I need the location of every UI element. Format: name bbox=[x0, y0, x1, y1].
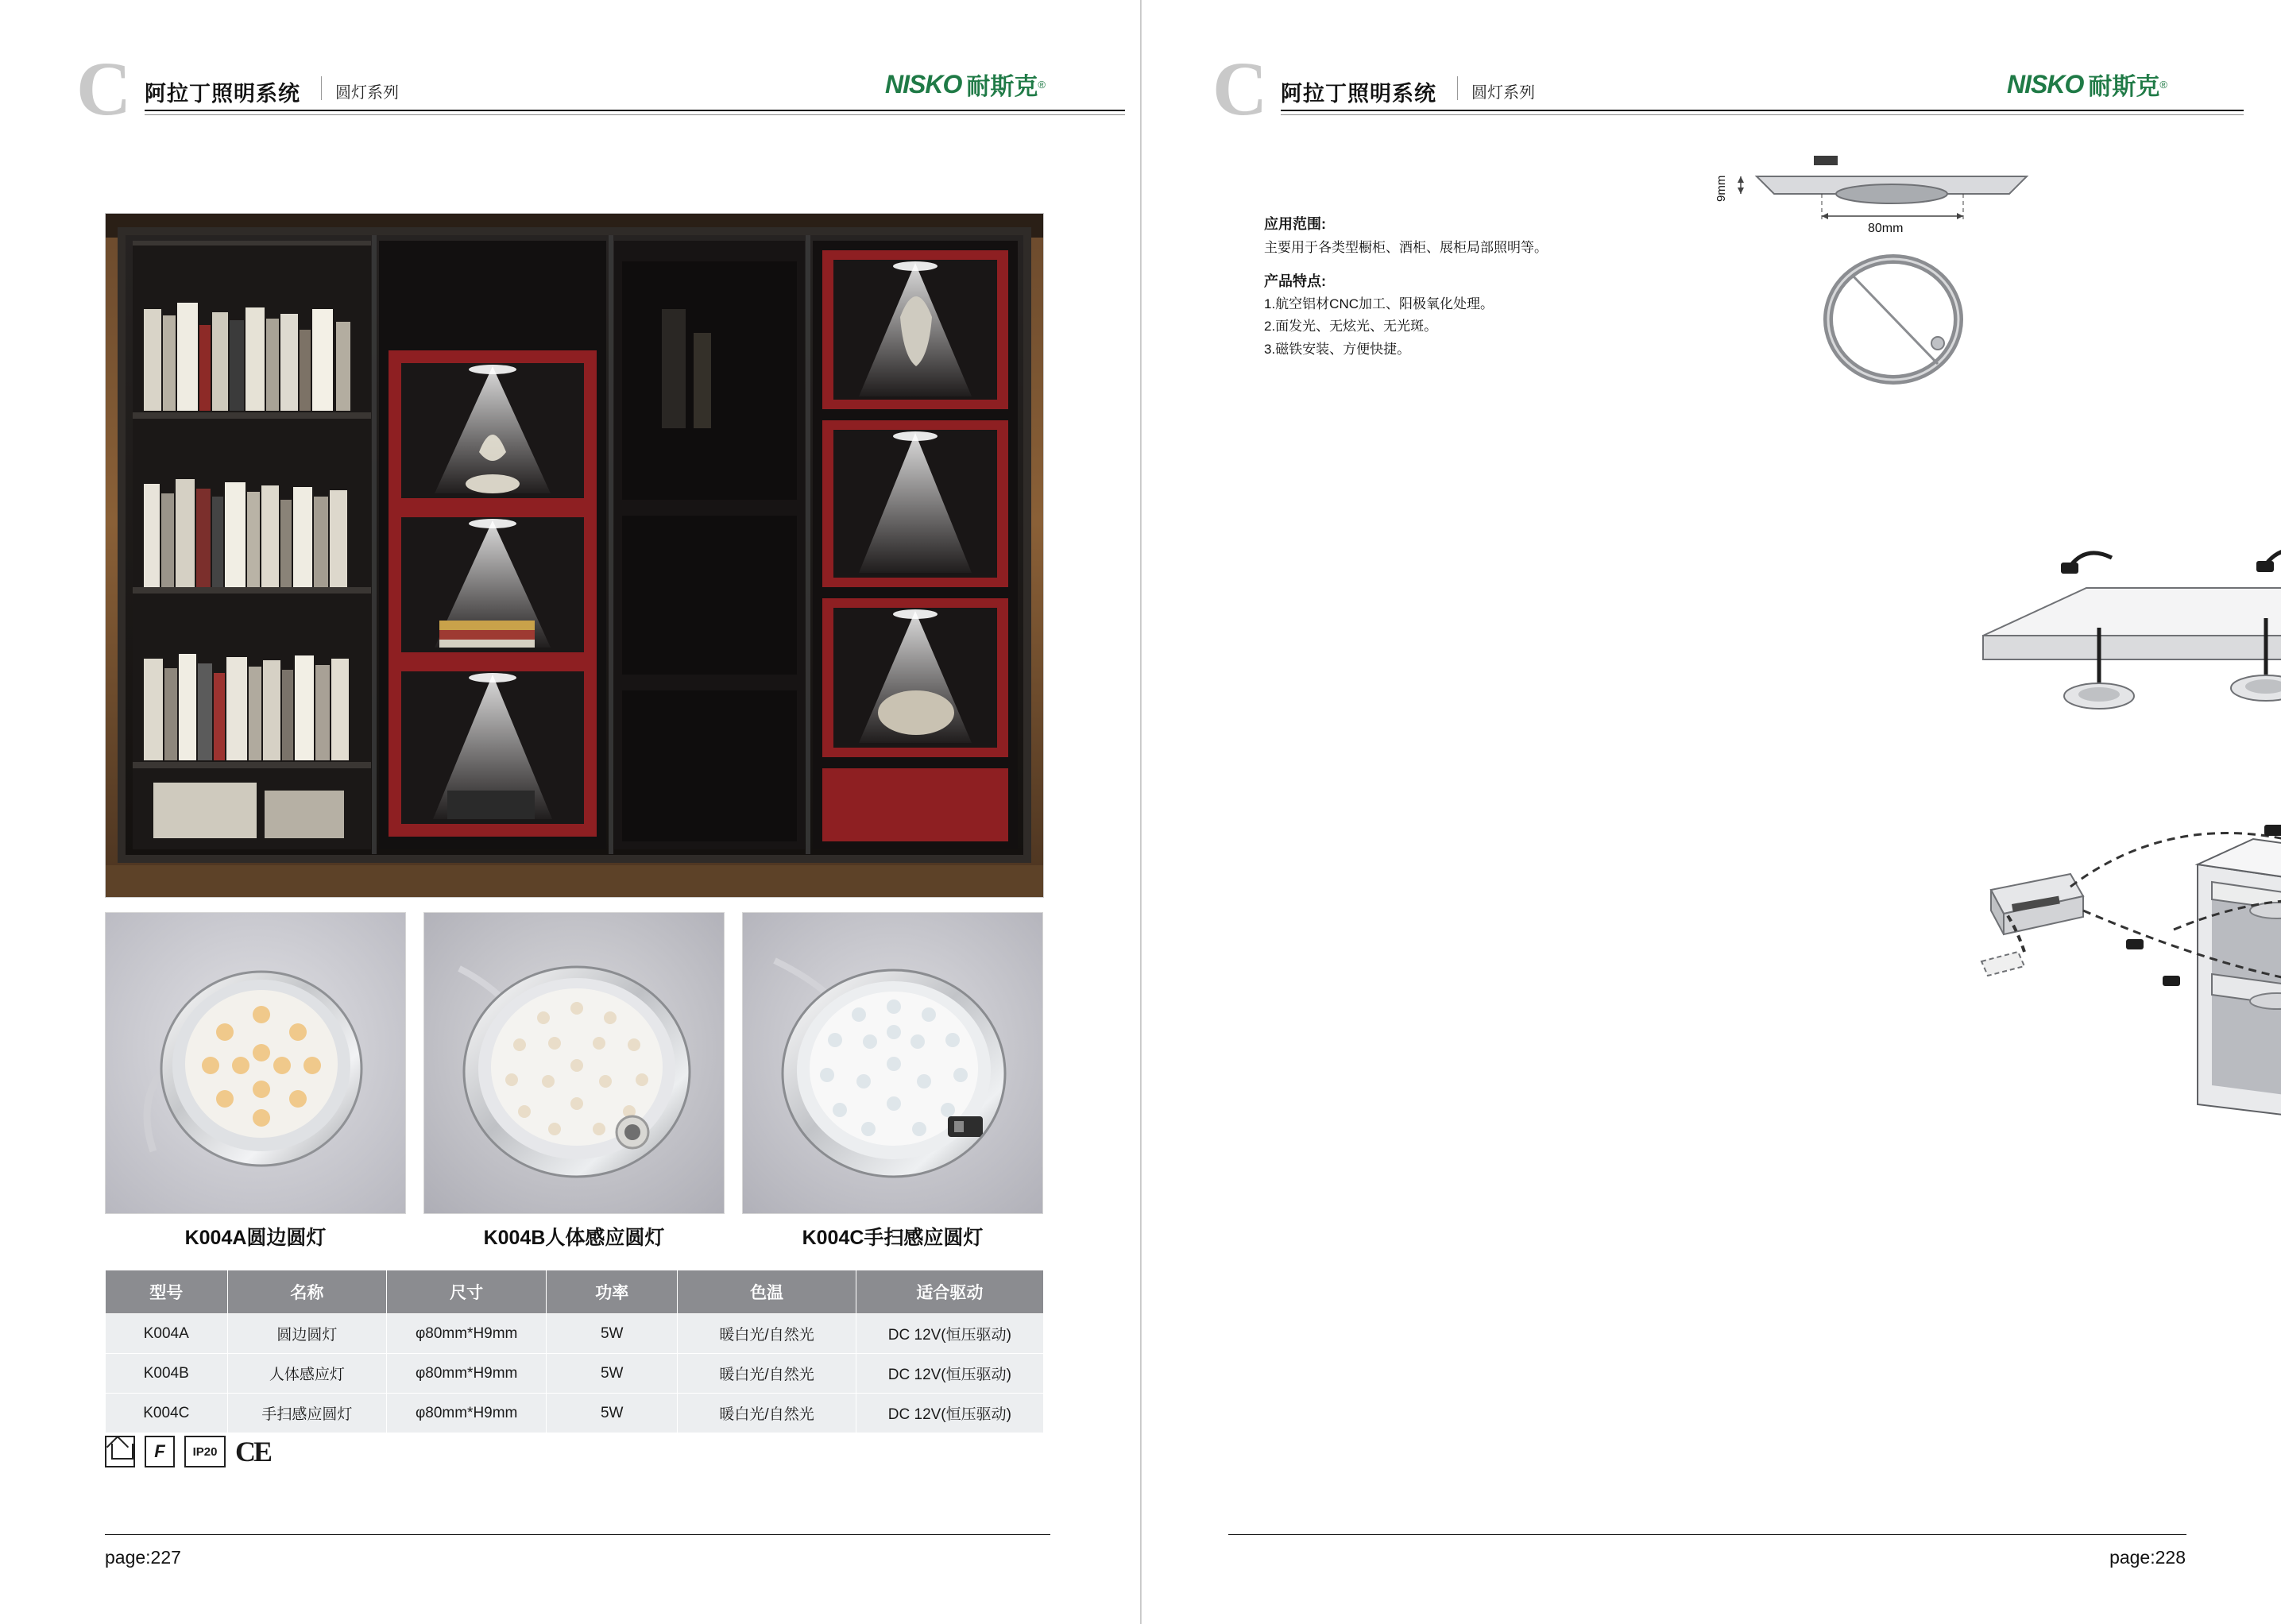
table-row bbox=[106, 1314, 1044, 1354]
cell-size: φ80mm*H9mm bbox=[387, 1354, 547, 1394]
section-letter: C bbox=[1212, 46, 1268, 131]
product-caption-k004a: K004A圆边圆灯 bbox=[184, 1227, 327, 1249]
hero-photo-art bbox=[106, 214, 1043, 897]
brand-logo bbox=[885, 67, 1046, 102]
svg-text:80mm: 80mm bbox=[1868, 222, 1904, 235]
product-caption-k004c: K004C手扫感应圆灯 bbox=[802, 1227, 984, 1249]
page-title: 阿拉丁照明系统 bbox=[145, 82, 300, 106]
cell-cct: 暖白光/自然光 bbox=[678, 1314, 856, 1354]
left-page-header bbox=[76, 46, 1054, 131]
cell-cct: 暖白光/自然光 bbox=[678, 1394, 856, 1433]
header-divider bbox=[321, 76, 322, 100]
product-photo-k004a bbox=[105, 912, 406, 1214]
logo-registered: ® bbox=[1038, 78, 1046, 91]
cell-driver: DC 12V(恒压驱动) bbox=[856, 1354, 1043, 1394]
cell-power: 5W bbox=[547, 1314, 678, 1354]
logo-cn: 耐斯克 bbox=[966, 74, 1038, 100]
logo-cn: 耐斯克 bbox=[2088, 74, 2160, 100]
product-caption-row bbox=[105, 1222, 1044, 1251]
f-mark-icon: F bbox=[145, 1436, 175, 1467]
application-title: 应用范围: bbox=[1264, 216, 1326, 232]
ce-mark-icon: CE bbox=[235, 1436, 271, 1467]
spec-col-cct: 色温 bbox=[678, 1270, 856, 1314]
cell-model: K004C bbox=[106, 1394, 228, 1433]
cell-driver: DC 12V(恒压驱动) bbox=[856, 1314, 1043, 1354]
right-footer-rule bbox=[1228, 1534, 2186, 1535]
header-rule bbox=[145, 110, 1125, 111]
product-photo-k004c bbox=[742, 912, 1043, 1214]
svg-text:9mm: 9mm bbox=[1715, 175, 1728, 202]
logo-mark: NISKO bbox=[2007, 69, 2084, 99]
dimension-svg bbox=[1614, 111, 2186, 421]
page-subtitle: 圆灯系列 bbox=[335, 84, 399, 102]
application-text: 主要用于各类型橱柜、酒柜、展柜局部照明等。 bbox=[1264, 239, 1548, 255]
cell-size: φ80mm*H9mm bbox=[387, 1314, 547, 1354]
spec-table bbox=[105, 1270, 1044, 1433]
section-letter: C bbox=[76, 46, 132, 131]
cell-cct: 暖白光/自然光 bbox=[678, 1354, 856, 1394]
product-c-illustration bbox=[743, 913, 1043, 1214]
product-photo-k004b bbox=[423, 912, 725, 1214]
cabinet-install-svg bbox=[1935, 763, 2281, 1208]
spec-col-model: 型号 bbox=[106, 1270, 228, 1314]
hero-illustration bbox=[106, 214, 1044, 898]
product-photo-row bbox=[105, 912, 1044, 1214]
cell-driver: DC 12V(恒压驱动) bbox=[856, 1394, 1043, 1433]
spec-col-name: 名称 bbox=[227, 1270, 387, 1314]
logo-mark: NISKO bbox=[885, 69, 962, 99]
cabinet-install-drawing bbox=[1935, 763, 2281, 1208]
cell-power: 5W bbox=[547, 1394, 678, 1433]
page-title: 阿拉丁照明系统 bbox=[1281, 82, 1436, 106]
feature-3: 3.磁铁安装、方便快捷。 bbox=[1264, 341, 1411, 357]
product-a-illustration bbox=[106, 913, 406, 1214]
product-b-illustration bbox=[424, 913, 725, 1214]
table-row bbox=[106, 1354, 1044, 1394]
brand-logo bbox=[2007, 67, 2167, 102]
house-icon bbox=[105, 1436, 135, 1467]
left-footer-rule bbox=[105, 1534, 1050, 1535]
feature-2: 2.面发光、无炫光、无光斑。 bbox=[1264, 319, 1438, 334]
table-row bbox=[106, 1394, 1044, 1433]
header-divider bbox=[1457, 76, 1458, 100]
left-cert-row bbox=[105, 1435, 270, 1468]
ip20-icon: IP20 bbox=[184, 1436, 226, 1467]
cell-name: 人体感应灯 bbox=[227, 1354, 387, 1394]
spec-col-size: 尺寸 bbox=[387, 1270, 547, 1314]
cell-model: K004B bbox=[106, 1354, 228, 1394]
logo-registered: ® bbox=[2159, 78, 2167, 91]
page-subtitle: 圆灯系列 bbox=[1471, 84, 1535, 102]
hole-mount-drawing bbox=[1951, 540, 2281, 747]
right-page bbox=[1141, 0, 2281, 1624]
features-title: 产品特点: bbox=[1264, 273, 1326, 289]
spec-table-header-row bbox=[106, 1270, 1044, 1314]
spec-col-power: 功率 bbox=[547, 1270, 678, 1314]
page-number-right: page:228 bbox=[2109, 1547, 2186, 1568]
product-caption-k004b: K004B人体感应圆灯 bbox=[483, 1227, 665, 1249]
hero-photo bbox=[105, 213, 1044, 898]
application-block bbox=[1264, 213, 1645, 361]
dimension-drawing bbox=[1614, 111, 2186, 421]
feature-1: 1.航空铝材CNC加工、阳极氧化处理。 bbox=[1264, 296, 1494, 312]
cell-name: 圆边圆灯 bbox=[227, 1314, 387, 1354]
cell-power: 5W bbox=[547, 1354, 678, 1394]
spec-col-driver: 适合驱动 bbox=[856, 1270, 1043, 1314]
cell-name: 手扫感应圆灯 bbox=[227, 1394, 387, 1433]
hole-mount-svg bbox=[1951, 540, 2281, 747]
page-number-left: page:227 bbox=[105, 1547, 181, 1568]
cell-size: φ80mm*H9mm bbox=[387, 1394, 547, 1433]
header-rule-secondary bbox=[145, 114, 1125, 115]
cell-model: K004A bbox=[106, 1314, 228, 1354]
